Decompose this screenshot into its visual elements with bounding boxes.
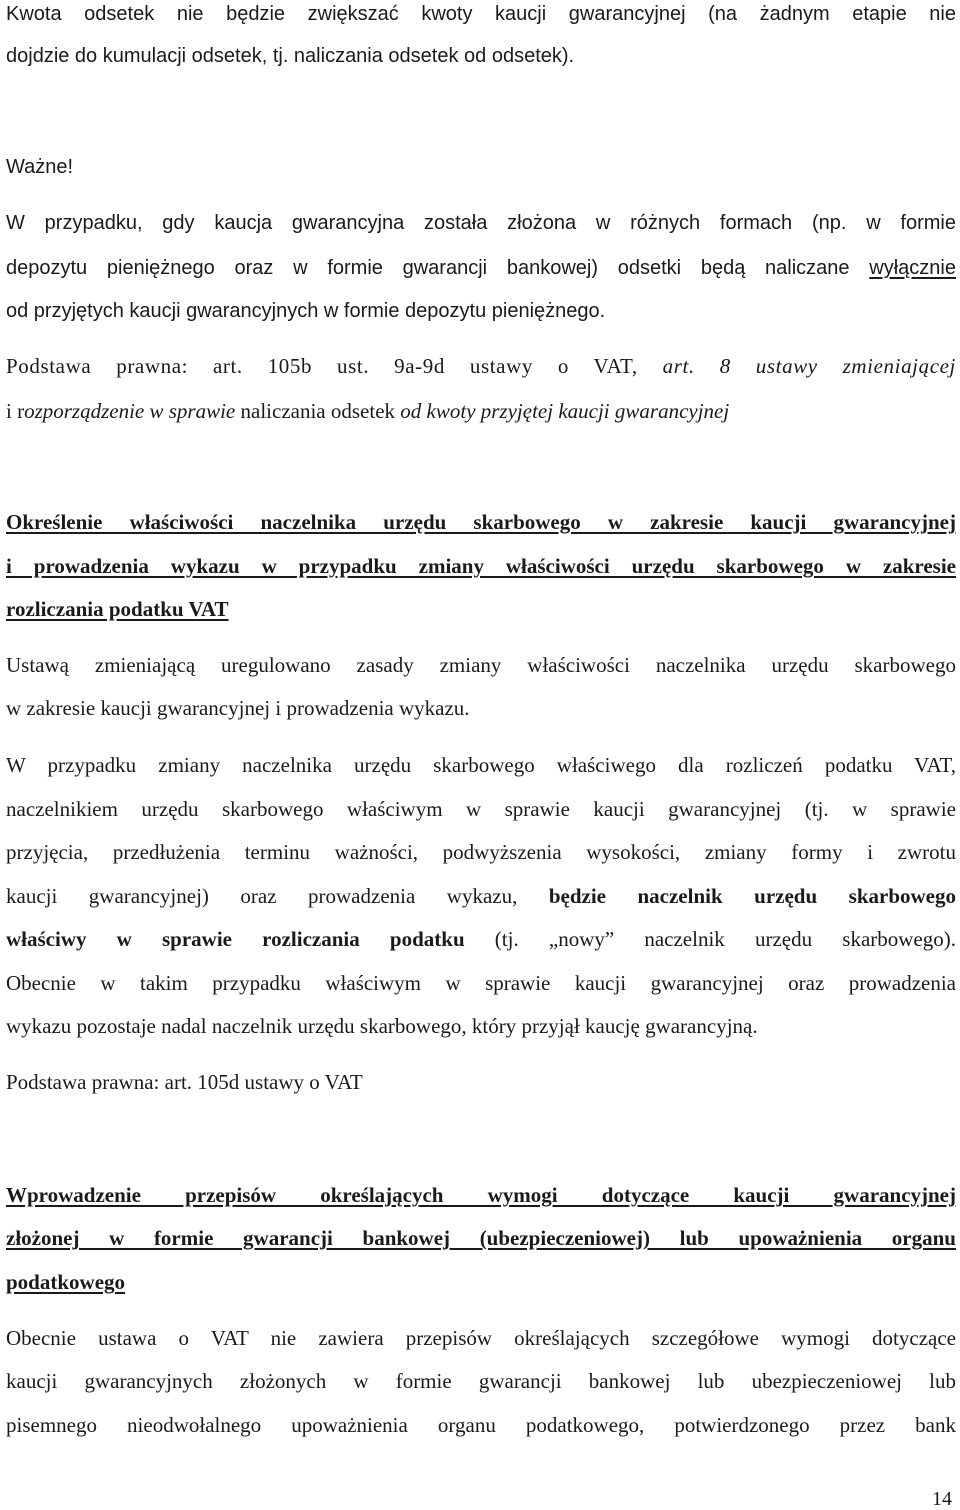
important-line-2 <box>6 255 956 281</box>
section-2-p1-line-2: kaucji gwarancyjnych złożonych w formie gwarancji bankowej lub ubezpieczeniowej lub <box>6 1369 956 1393</box>
section-1-heading-line-3: rozliczania podatku VAT <box>6 597 229 621</box>
section-1-p2-line-5-bold: właściwy w sprawie rozliczania podatku <box>6 927 465 951</box>
important-line-2-text: depozytu pieniężnego oraz w formie gwarancji bankowej) odsetki będą naliczane <box>6 257 870 279</box>
section-1-p1-line-2: w zakresie kaucji gwarancyjnej i prowadzenia wykazu. <box>6 696 470 720</box>
section-1-p2-line-6: Obecnie w takim przypadku właściwym w sprawie kaucji gwarancyjnej oraz prowadzenia <box>6 971 956 995</box>
legal-basis-1-italic: art. 8 ustawy zmieniającej <box>662 354 956 378</box>
intro-line-2: dojdzie do kumulacji odsetek, tj. naliczania odsetek od odsetek). <box>6 45 575 67</box>
section-1-p2-line-5 <box>6 926 956 952</box>
important-heading: Ważne! <box>6 156 74 178</box>
legal-basis-1-part-b: ozporządzenie w sprawie <box>24 399 236 423</box>
intro-line-1: Kwota odsetek nie będzie zwiększać kwoty kaucji gwarancyjnej (na żadnym etapie nie <box>6 3 956 25</box>
legal-basis-1-part-a: i r <box>6 399 25 423</box>
page-number: 14 <box>932 1488 952 1510</box>
section-1-p2-line-2: naczelnikiem urzędu skarbowego właściwym w sprawie kaucji gwarancyjnej (tj. w sprawie <box>6 797 956 821</box>
section-2-heading-line-1: Wprowadzenie przepisów określających wymogi dotyczące kaucji gwarancyjnej <box>6 1183 956 1207</box>
section-1-p2-line-4-text: kaucji gwarancyjnej) oraz prowadzenia wykazu, <box>6 884 549 908</box>
section-2-heading-line-3: podatkowego <box>6 1270 126 1294</box>
section-1-p1-line-1: Ustawą zmieniającą uregulowano zasady zmiany właściwości naczelnika urzędu skarbowego <box>6 653 956 677</box>
legal-basis-1-part-c: naliczania odsetek <box>235 399 401 423</box>
section-1-legal-basis: Podstawa prawna: art. 105d ustawy o VAT <box>6 1070 363 1094</box>
legal-basis-1-part-d: od kwoty przyjętej kaucji gwarancyjnej <box>400 399 730 423</box>
section-1-p2-line-4 <box>6 883 956 909</box>
section-1-p2-line-4-bold: będzie naczelnik urzędu skarbowego <box>548 884 956 908</box>
important-line-1: W przypadku, gdy kaucja gwarancyjna została złożona w różnych formach (np. w formie <box>6 212 956 234</box>
section-1-p2-line-7: wykazu pozostaje nadal naczelnik urzędu skarbowego, który przyjął kaucję gwarancyjną. <box>6 1014 758 1038</box>
section-1-heading-line-1: Określenie właściwości naczelnika urzędu skarbowego w zakresie kaucji gwarancyjnej <box>6 510 956 534</box>
section-1-p2-line-1: W przypadku zmiany naczelnika urzędu skarbowego właściwego dla rozliczeń podatku VAT, <box>6 753 956 777</box>
section-2-heading-line-2: złożonej w formie gwarancji bankowej (ubezpieczeniowej) lub upoważnienia organu <box>6 1226 956 1250</box>
section-2-p1-line-1: Obecnie ustawa o VAT nie zawiera przepisów określających szczegółowe wymogi dotyczące <box>6 1326 956 1350</box>
important-line-3: od przyjętych kaucji gwarancyjnych w formie depozytu pieniężnego. <box>6 300 606 322</box>
section-1-heading-line-2: i prowadzenia wykazu w przypadku zmiany właściwości urzędu skarbowego w zakresie <box>6 554 956 578</box>
legal-basis-1-text: Podstawa prawna: art. 105b ust. 9a-9d ustawy o VAT, <box>6 354 663 378</box>
legal-basis-1-line-2 <box>6 398 956 424</box>
section-1-p2-line-5-text: (tj. „nowy” naczelnik urzędu skarbowego). <box>464 927 956 951</box>
section-1-p2-line-3: przyjęcia, przedłużenia terminu ważności, podwyższenia wysokości, zmiany formy i zwrotu <box>6 840 956 864</box>
important-emphasis: wyłącznie <box>869 257 956 279</box>
legal-basis-1-line-1 <box>6 353 956 379</box>
section-2-p1-line-3: pisemnego nieodwołalnego upoważnienia organu podatkowego, potwierdzonego przez bank <box>6 1413 956 1437</box>
